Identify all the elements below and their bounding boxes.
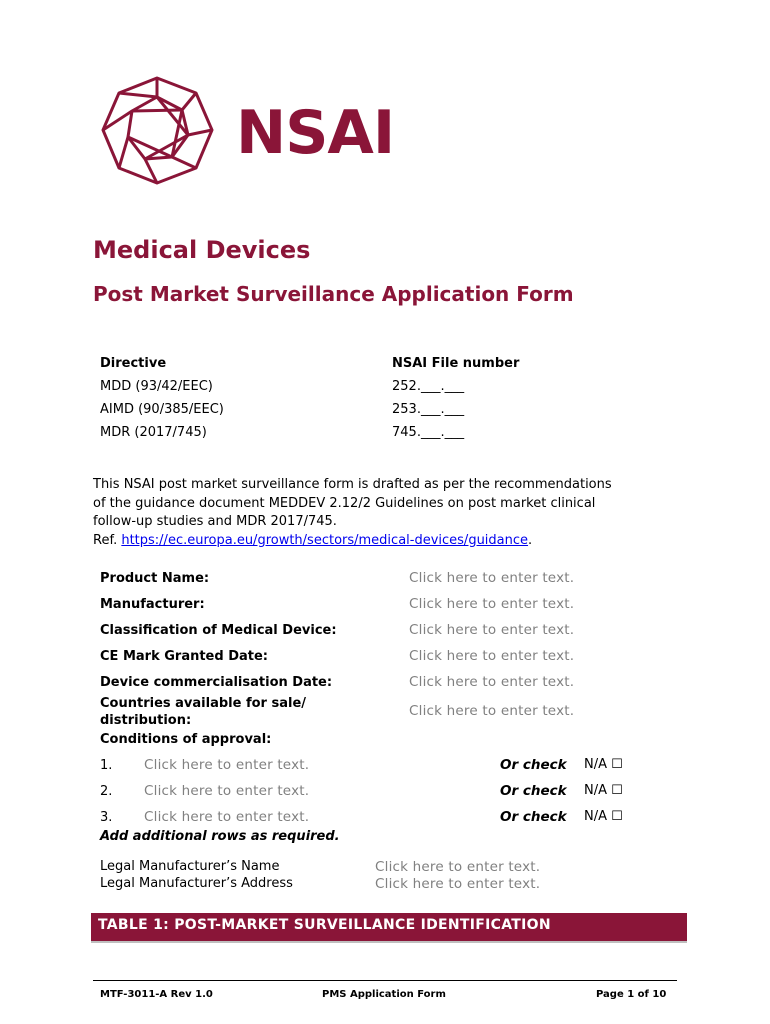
file-number-mdr[interactable]: 745.___.___ — [392, 425, 465, 440]
footer-doc-code: MTF-3011-A Rev 1.0 — [100, 989, 213, 1000]
or-check-label: Or check — [500, 783, 567, 799]
table1-banner — [91, 913, 687, 943]
nsai-logo — [100, 75, 410, 190]
legal-name-label: Legal Manufacturer’s Name — [100, 859, 280, 874]
intro-line: of the guidance document MEDDEV 2.12/2 Guidelines on post market clinical — [93, 495, 596, 511]
page-title: Medical Devices — [93, 236, 311, 264]
table1-heading: TABLE 1: POST-MARKET SURVEILLANCE IDENTIFICATION — [98, 917, 551, 933]
footer-page-number: Page 1 of 10 — [596, 989, 667, 1000]
product-name-input[interactable]: Click here to enter text. — [409, 570, 575, 586]
condition-3-na-checkbox[interactable]: N/A ☐ — [584, 809, 623, 824]
condition-number: 3. — [100, 810, 113, 825]
intro-ref-line — [93, 532, 693, 551]
countries-label-line: Countries available for sale/ — [100, 696, 307, 711]
manufacturer-label: Manufacturer: — [100, 597, 205, 612]
countries-input[interactable]: Click here to enter text. — [409, 703, 575, 719]
footer-divider — [93, 980, 677, 981]
condition-2-na-checkbox[interactable]: N/A ☐ — [584, 783, 623, 798]
intro-line: This NSAI post market surveillance form is drafted as per the recommendations — [93, 477, 612, 492]
conditions-heading: Conditions of approval: — [100, 732, 272, 747]
commercialisation-date-label: Device commercialisation Date: — [100, 675, 333, 690]
directive-aimd: AIMD (90/385/EEC) — [100, 402, 224, 417]
condition-2-input[interactable]: Click here to enter text. — [144, 783, 310, 799]
file-number-mdd[interactable]: 252.___.___ — [392, 379, 465, 394]
ce-mark-date-input[interactable]: Click here to enter text. — [409, 648, 575, 664]
ce-mark-date-label: CE Mark Granted Date: — [100, 649, 269, 664]
classification-input[interactable]: Click here to enter text. — [409, 622, 575, 638]
legal-address-label: Legal Manufacturer’s Address — [100, 876, 293, 891]
condition-number: 2. — [100, 784, 113, 799]
ref-label: Ref. — [93, 532, 122, 548]
condition-1-na-checkbox[interactable]: N/A ☐ — [584, 757, 623, 772]
ref-end: . — [528, 532, 533, 548]
directive-mdr: MDR (2017/745) — [100, 425, 207, 440]
commercialisation-date-input[interactable]: Click here to enter text. — [409, 674, 575, 690]
or-check-label: Or check — [500, 809, 567, 825]
countries-label — [100, 695, 306, 729]
directive-header: Directive — [100, 356, 167, 371]
or-check-label: Or check — [500, 757, 567, 773]
classification-label: Classification of Medical Device: — [100, 623, 337, 638]
file-number-aimd[interactable]: 253.___.___ — [392, 402, 465, 417]
intro-paragraph — [93, 476, 693, 550]
manufacturer-input[interactable]: Click here to enter text. — [409, 596, 575, 612]
guidance-link[interactable]: https://ec.europa.eu/growth/sectors/medical-devices/guidance — [121, 532, 529, 548]
product-name-label: Product Name: — [100, 571, 210, 586]
legal-name-input[interactable]: Click here to enter text. — [375, 859, 541, 875]
condition-1-input[interactable]: Click here to enter text. — [144, 757, 310, 773]
intro-line: follow-up studies and MDR 2017/745. — [93, 514, 337, 529]
condition-3-input[interactable]: Click here to enter text. — [144, 809, 310, 825]
footer-doc-title: PMS Application Form — [322, 989, 446, 1000]
logo-text: NSAI — [236, 98, 395, 168]
add-rows-note: Add additional rows as required. — [100, 829, 340, 844]
file-number-header: NSAI File number — [392, 356, 520, 371]
page-subtitle: Post Market Surveillance Application Form — [93, 282, 574, 306]
legal-address-input[interactable]: Click here to enter text. — [375, 876, 541, 892]
countries-label-line: distribution: — [100, 713, 192, 728]
directive-mdd: MDD (93/42/EEC) — [100, 379, 213, 394]
condition-number: 1. — [100, 758, 113, 773]
